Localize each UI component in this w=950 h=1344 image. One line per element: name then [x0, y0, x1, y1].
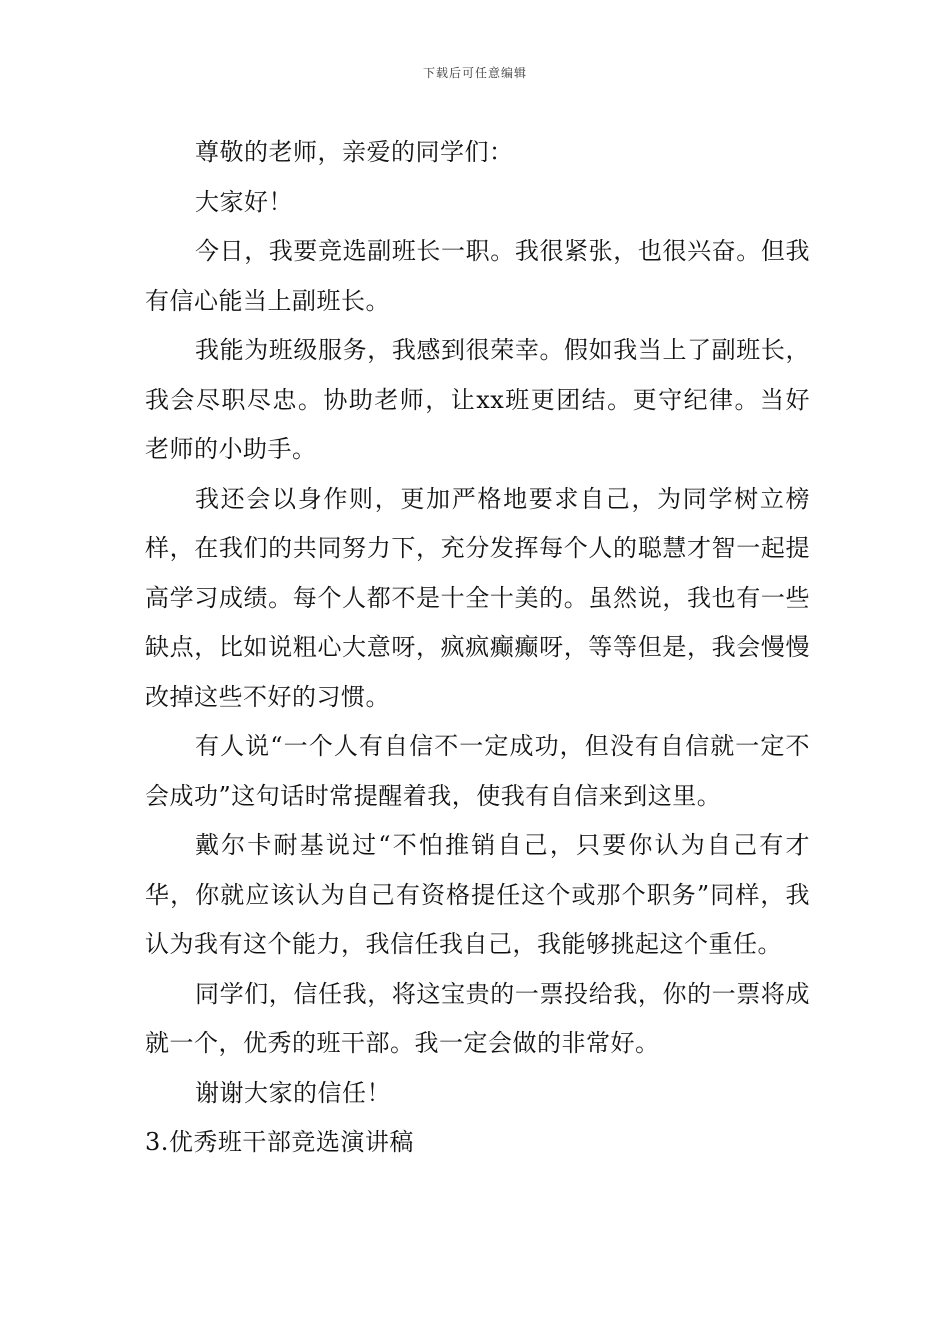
- document-body: [145, 128, 810, 1168]
- section-heading: 3.优秀班干部竞选演讲稿: [145, 1128, 414, 1156]
- header-note: 下载后可任意编辑: [422, 66, 527, 80]
- salutation: 尊敬的老师，亲爱的同学们：: [195, 138, 514, 166]
- body-paragraph: 有人说“一个人有自信不一定成功，但没有自信就一定不会成功”这句话时常提醒着我，使我有自信来到这里。: [145, 732, 810, 810]
- body-paragraph: 我还会以身作则，更加严格地要求自己，为同学树立榜样，在我们的共同努力下，充分发挥每个人的聪慧才智一起提高学习成绩。每个人都不是十全十美的。虽然说，我也有一些缺点，比如说粗心大意呀，疯疯癫癫呀，等等但是，我会慢慢改掉这些不好的习惯。: [145, 484, 810, 711]
- body-paragraph: 同学们，信任我，将这宝贵的一票投给我，你的一票将成就一个，优秀的班干部。我一定会做的非常好。: [145, 979, 810, 1057]
- body-paragraph: 我能为班级服务，我感到很荣幸。假如我当上了副班长，我会尽职尽忠。协助老师，让xx班更团结。更守纪律。当好老师的小助手。: [145, 336, 810, 463]
- body-paragraph: 今日，我要竞选副班长一职。我很紧张，也很兴奋。但我有信心能当上副班长。: [145, 237, 810, 315]
- closing: 谢谢大家的信任！: [195, 1078, 391, 1107]
- greeting: 大家好！: [195, 187, 293, 216]
- body-paragraph: 戴尔卡耐基说过“不怕推销自己，只要你认为自己有才华，你就应该认为自己有资格提任这个或那个职务”同样，我认为我有这个能力，我信任我自己，我能够挑起这个重任。: [145, 831, 810, 958]
